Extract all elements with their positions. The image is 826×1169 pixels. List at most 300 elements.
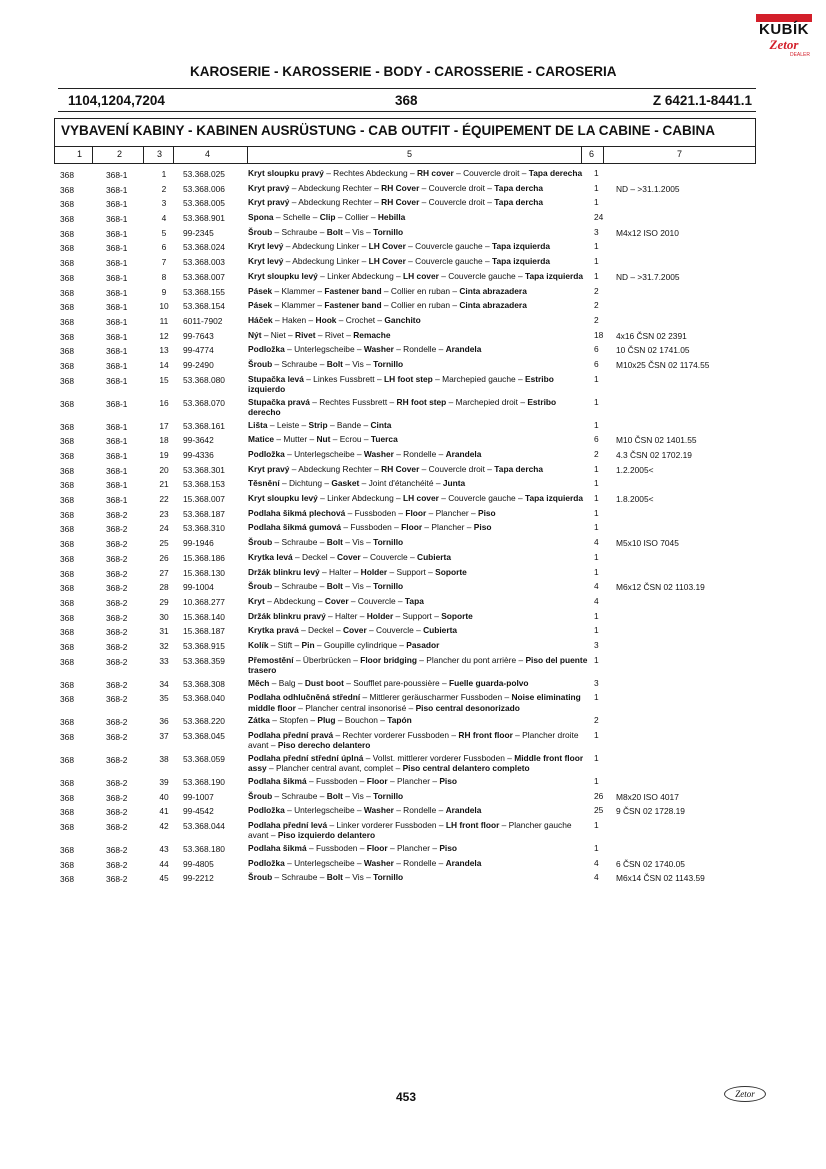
desc-french: – Couvercle droit –: [419, 197, 495, 208]
subgroup-cell: 368-1: [106, 495, 128, 506]
part-number-cell: 99-1004: [183, 582, 214, 593]
table-row: [0, 195, 826, 210]
desc-spanish: Tapa dercha: [494, 463, 544, 474]
subgroup-cell: 368-1: [106, 184, 128, 195]
desc-german: – Halter –: [325, 610, 367, 621]
desc-french: – Support –: [387, 566, 436, 577]
desc-english: Floor: [366, 776, 388, 786]
group-cell: 368: [60, 480, 74, 491]
subgroup-cell: 368-1: [106, 375, 128, 386]
subgroup-cell: 368-2: [106, 656, 128, 667]
desc-german: – Halter –: [319, 566, 361, 577]
position-cell: 9: [161, 286, 167, 297]
desc-czech: Zátka: [248, 715, 270, 726]
desc-german: – Rechtes Fussbrett –: [309, 396, 397, 407]
position-cell: 22: [159, 494, 169, 505]
quantity-cell: 1: [594, 197, 599, 208]
quantity-cell: 4: [594, 581, 599, 592]
description-cell: [248, 181, 590, 193]
desc-czech: Kryt sloupku levý: [248, 270, 318, 281]
desc-english: Washer: [363, 344, 394, 355]
desc-german: – Deckel –: [298, 625, 343, 636]
desc-czech: Těsnění: [248, 478, 280, 489]
part-number-cell: 53.368.915: [183, 640, 225, 651]
catalog-number: Z 6421.1-8441.1: [652, 93, 752, 108]
desc-spanish: Cinta: [370, 419, 392, 430]
desc-german: – Überbrücken –: [293, 654, 361, 665]
description-cell: [248, 357, 590, 369]
description-cell: [248, 565, 590, 577]
desc-spanish: Hebilla: [377, 212, 406, 223]
description-cell: [248, 195, 590, 207]
desc-czech: Držák blinkru levý: [248, 566, 320, 577]
part-number-cell: 99-4774: [183, 345, 214, 356]
desc-spanish: Tapa izquierda: [491, 241, 550, 252]
desc-english: Plug: [317, 715, 336, 726]
position-cell: 26: [159, 552, 169, 563]
position-cell: 35: [159, 693, 169, 704]
description-cell: [248, 579, 590, 591]
table-row: [0, 818, 826, 841]
position-cell: 10: [159, 301, 169, 312]
position-cell: 36: [159, 716, 169, 727]
table-row: [0, 491, 826, 506]
description-cell: [248, 623, 590, 635]
table-row: [0, 239, 826, 254]
desc-german: – Balg –: [269, 677, 305, 688]
quantity-cell: 1: [594, 241, 599, 252]
table-row: [0, 342, 826, 357]
position-cell: 14: [159, 359, 169, 370]
desc-czech: Podložka: [248, 805, 285, 816]
description-cell: [248, 447, 590, 459]
desc-spanish: Cinta abrazadera: [459, 285, 527, 296]
description-cell: [248, 506, 590, 518]
desc-english: Clip: [319, 212, 336, 223]
desc-german: – Fussboden –: [341, 522, 402, 533]
quantity-cell: 2: [594, 300, 599, 311]
group-cell: 368: [60, 228, 74, 239]
page-number: 453: [396, 1090, 417, 1104]
subgroup-cell: 368-2: [106, 612, 128, 623]
desc-czech: Podlaha přední střední úplná: [248, 753, 364, 763]
desc-english: Bolt: [326, 872, 343, 883]
desc-german: – Schraube –: [272, 790, 327, 801]
position-cell: 28: [159, 582, 169, 593]
quantity-cell: 6: [594, 344, 599, 355]
desc-german: – Schelle –: [273, 212, 320, 223]
desc-english: Floor: [401, 522, 423, 533]
quantity-cell: 1: [594, 419, 599, 430]
part-number-cell: 99-4805: [183, 858, 214, 869]
table-row: [0, 803, 826, 818]
desc-german: – Linker Abdeckung –: [317, 493, 404, 504]
position-cell: 43: [159, 844, 169, 855]
desc-english: Fastener band: [324, 300, 382, 311]
table-row: [0, 462, 826, 477]
desc-french: – Crochet –: [336, 314, 385, 325]
desc-english: Holder: [366, 610, 394, 621]
models-label: 1104,1204,7204: [68, 93, 165, 108]
quantity-cell: 6: [594, 434, 599, 445]
desc-french: – Plancher –: [387, 776, 440, 786]
group-cell: 368: [60, 845, 74, 856]
desc-english: RH cover: [417, 168, 454, 178]
parts-table: [0, 166, 826, 885]
desc-german: – Linkes Fussbrett –: [303, 373, 384, 384]
desc-english: Cover: [342, 625, 367, 636]
description-cell: [248, 789, 590, 801]
description-cell: [248, 856, 590, 868]
subgroup-cell: 368-2: [106, 732, 128, 742]
desc-french: – Couvercle –: [360, 551, 418, 562]
position-cell: 3: [161, 198, 167, 209]
table-row: [0, 357, 826, 372]
subgroup-cell: 368-1: [106, 170, 128, 180]
group-cell: 368: [60, 717, 74, 728]
desc-german: – Linker Abdeckung –: [317, 270, 404, 281]
note-cell: M8x20 ISO 4017: [616, 791, 679, 802]
desc-spanish: Piso: [439, 843, 458, 854]
desc-czech: Podlaha šikmá gumová: [248, 522, 342, 533]
desc-english: RH Cover: [381, 182, 420, 193]
logo-small: DEALER: [789, 52, 810, 58]
desc-french: – Plancher droite avant –: [248, 730, 579, 751]
description-cell: [248, 491, 590, 503]
quantity-cell: 1: [594, 182, 599, 193]
desc-english: Washer: [363, 805, 394, 816]
desc-spanish: Tornillo: [373, 581, 404, 592]
desc-french: – Rondelle –: [393, 805, 446, 816]
desc-spanish: Junta: [442, 478, 466, 489]
table-row: [0, 298, 826, 313]
part-number-cell: 53.368.024: [183, 242, 225, 253]
subgroup-cell: 368-1: [106, 302, 128, 313]
desc-french: – Couvercle gauche –: [438, 493, 526, 504]
desc-french: – Joint d'étanchéité –: [359, 478, 443, 489]
desc-german: – Deckel –: [292, 551, 337, 562]
column-header-row: [54, 146, 756, 164]
group-cell: 368: [60, 170, 74, 180]
position-cell: 34: [159, 678, 169, 689]
col-header-6: 6: [589, 149, 595, 159]
desc-english: Bolt: [326, 226, 343, 237]
description-cell: [248, 476, 590, 488]
table-row: [0, 506, 826, 521]
note-cell: M6x14 ČSN 02 1143.59: [616, 873, 705, 884]
position-cell: 30: [159, 611, 169, 622]
table-row: [0, 690, 826, 713]
subgroup-cell: 368-1: [106, 272, 128, 283]
desc-czech: Přemostění: [248, 654, 294, 665]
desc-spanish: Soporte: [441, 610, 473, 621]
group-cell: 368: [60, 524, 74, 535]
desc-czech: Kryt pravý: [248, 182, 290, 193]
part-number-cell: 99-4336: [183, 450, 214, 460]
table-row: [0, 395, 826, 418]
subgroup-cell: 368-2: [106, 583, 128, 594]
desc-czech: Kryt pravý: [248, 463, 290, 474]
note-cell: M10 ČSN 02 1401.55: [616, 435, 697, 446]
position-cell: 8: [161, 271, 167, 282]
part-number-cell: 99-2212: [183, 873, 214, 884]
part-number-cell: 15.368.130: [183, 567, 225, 578]
group-cell: 368: [60, 258, 74, 269]
desc-german: – Abdeckung –: [264, 595, 325, 606]
desc-french: – Bouchon –: [335, 715, 388, 726]
desc-spanish: Tapón: [387, 715, 412, 726]
position-cell: 1: [161, 169, 167, 179]
part-number-cell: 53.368.187: [183, 508, 225, 519]
desc-english: RH Cover: [381, 463, 420, 474]
description-cell: [248, 818, 590, 841]
position-cell: 42: [159, 821, 169, 832]
desc-english: Gasket: [331, 478, 360, 489]
table-row: [0, 728, 826, 751]
desc-spanish: Remache: [353, 329, 391, 340]
desc-spanish: Tapa derecha: [528, 168, 583, 178]
group-cell: 368: [60, 568, 74, 579]
desc-english: LH Cover: [368, 256, 406, 267]
desc-czech: Podlaha šikmá: [248, 776, 307, 786]
desc-english: Strip: [308, 419, 328, 430]
subgroup-cell: 368-1: [106, 287, 128, 298]
position-cell: 25: [159, 538, 169, 549]
desc-spanish: Piso del puente trasero: [248, 654, 588, 676]
quantity-cell: 1: [594, 625, 599, 636]
col-header-5: 5: [407, 149, 413, 159]
desc-czech: Kryt levý: [248, 256, 284, 267]
part-number-cell: 53.368.003: [183, 257, 225, 268]
subgroup-cell: 368-1: [106, 360, 128, 371]
desc-german: – Fussboden –: [306, 843, 367, 854]
desc-english: Dust boot: [304, 677, 344, 688]
quantity-cell: 2: [594, 285, 599, 296]
desc-english: Middle front floor assy: [248, 753, 584, 774]
quantity-cell: 1: [594, 566, 599, 577]
quantity-cell: 1: [594, 168, 599, 178]
desc-spanish: Tapa izquierda: [491, 256, 550, 267]
desc-french: – Rivet –: [315, 329, 354, 340]
desc-english: Floor: [366, 843, 388, 854]
table-row: [0, 284, 826, 299]
description-cell: [248, 462, 590, 474]
group-cell: 368: [60, 287, 74, 298]
subgroup-cell: 368-2: [106, 792, 128, 803]
quantity-cell: 1: [594, 478, 599, 489]
desc-english: Floor bridging: [360, 654, 417, 665]
desc-spanish: Arandela: [445, 449, 482, 459]
desc-french: – Goupille cylindrique –: [314, 639, 407, 650]
desc-spanish: Tuerca: [370, 434, 398, 445]
table-row: [0, 418, 826, 433]
desc-czech: Podlaha přední levá: [248, 820, 328, 831]
description-cell: [248, 239, 590, 251]
quantity-cell: 1: [594, 373, 599, 384]
part-number-cell: 53.368.310: [183, 523, 225, 534]
description-cell: [248, 418, 590, 430]
quantity-cell: 4: [594, 857, 599, 868]
desc-czech: Kolík: [248, 639, 269, 650]
table-row: [0, 181, 826, 196]
part-number-cell: 53.368.161: [183, 420, 225, 431]
desc-english: Holder: [360, 566, 388, 577]
desc-spanish: Arandela: [445, 857, 482, 868]
desc-french: – Plancher –: [422, 522, 474, 533]
desc-french: – Couvercle gauche –: [438, 270, 526, 281]
table-row: [0, 476, 826, 491]
desc-spanish: Estribo izquierdo: [248, 373, 554, 395]
logo-sub: Zetor: [769, 37, 799, 52]
note-cell: M10x25 ČSN 02 1174.55: [616, 359, 710, 370]
desc-czech: Podložka: [248, 449, 285, 459]
table-row: [0, 774, 826, 789]
subgroup-cell: 368-1: [106, 243, 128, 254]
note-cell: 6 ČSN 02 1740.05: [616, 858, 685, 869]
part-number-cell: 53.368.006: [183, 183, 225, 194]
desc-french: – Plancher central insonorisé –: [295, 702, 416, 713]
description-cell: [248, 870, 590, 882]
desc-english: LH Cover: [368, 241, 406, 252]
desc-spanish: Piso derecho delantero: [277, 740, 371, 751]
desc-french: – Collier en ruban –: [381, 300, 460, 311]
description-cell: [248, 269, 590, 281]
position-cell: 32: [159, 640, 169, 651]
section-title-box: [54, 118, 756, 147]
desc-spanish: Piso: [477, 507, 496, 518]
desc-spanish: Tornillo: [373, 872, 404, 883]
description-cell: [248, 284, 590, 296]
table-row: [0, 609, 826, 624]
subgroup-cell: 368-2: [106, 627, 128, 638]
desc-english: RH front floor: [458, 730, 513, 740]
position-cell: 24: [159, 523, 169, 534]
subgroup-cell: 368-1: [106, 436, 128, 447]
zetor-logo-mark: Zetor: [724, 1086, 766, 1102]
subgroup-cell: 368-1: [106, 316, 128, 327]
note-cell: ND – >31.7.2005: [616, 271, 680, 282]
subgroup-cell: 368-1: [106, 199, 128, 210]
desc-german: – Rechtes Abdeckung –: [323, 168, 417, 178]
group-cell: 368: [60, 859, 74, 870]
quantity-cell: 1: [594, 692, 599, 703]
position-cell: 5: [161, 227, 167, 238]
group-cell: 368: [60, 597, 74, 608]
desc-french: – Couvercle –: [348, 595, 405, 606]
group-cell: 368: [60, 539, 74, 550]
desc-french: – Vis –: [342, 226, 374, 237]
position-cell: 45: [159, 873, 169, 884]
desc-french: – Plancher –: [387, 843, 440, 854]
desc-czech: Šroub: [248, 872, 273, 883]
quantity-cell: 1: [594, 270, 599, 281]
desc-czech: Stupačka levá: [248, 373, 304, 384]
desc-french: – Collier en ruban –: [381, 285, 460, 296]
note-cell: 1.8.2005<: [616, 494, 654, 505]
position-cell: 20: [159, 464, 169, 475]
desc-czech: Šroub: [248, 226, 273, 237]
desc-czech: Podlaha šikmá: [248, 843, 307, 854]
desc-german: – Klammer –: [272, 285, 325, 296]
desc-french: – Ecrou –: [330, 434, 371, 445]
position-cell: 38: [159, 754, 169, 764]
description-cell: [248, 298, 590, 310]
desc-spanish: Tornillo: [373, 358, 404, 369]
part-number-cell: 10.368.277: [183, 596, 225, 607]
desc-english: LH foot step: [383, 373, 433, 384]
note-cell: M5x10 ISO 7045: [616, 538, 679, 549]
part-number-cell: 53.368.045: [183, 731, 225, 741]
group-cell: 368: [60, 451, 74, 461]
desc-german: – Unterlegscheibe –: [284, 857, 364, 868]
table-row: [0, 550, 826, 565]
group-cell: 368: [60, 732, 74, 742]
subgroup-cell: 368-2: [106, 778, 128, 788]
desc-english: Washer: [363, 449, 394, 459]
desc-spanish: Tapa: [404, 595, 424, 606]
table-row: [0, 565, 826, 580]
table-row: [0, 328, 826, 343]
part-number-cell: 53.368.040: [183, 693, 225, 704]
description-cell: [248, 254, 590, 266]
part-number-cell: 53.368.025: [183, 169, 225, 179]
description-cell: [248, 728, 590, 751]
desc-english: Floor: [405, 507, 427, 518]
position-cell: 29: [159, 596, 169, 607]
desc-german: – Schraube –: [272, 872, 327, 883]
part-number-cell: 99-7643: [183, 330, 214, 341]
position-cell: 17: [159, 420, 169, 431]
table-row: [0, 254, 826, 269]
description-cell: [248, 550, 590, 562]
position-cell: 33: [159, 655, 169, 666]
description-cell: [248, 432, 590, 444]
position-cell: 19: [159, 450, 169, 460]
part-number-cell: 15.368.187: [183, 626, 225, 637]
quantity-cell: 1: [594, 820, 599, 831]
desc-spanish: Estribo derecho: [248, 396, 557, 418]
desc-czech: Podložka: [248, 344, 285, 355]
table-row: [0, 638, 826, 653]
note-cell: 9 ČSN 02 1728.19: [616, 806, 685, 817]
quantity-cell: 6: [594, 358, 599, 369]
desc-french: – Rondelle –: [393, 449, 446, 459]
quantity-cell: 1: [594, 507, 599, 518]
part-number-cell: 15.368.140: [183, 611, 225, 622]
subgroup-cell: 368-2: [106, 679, 128, 690]
desc-spanish: Ganchito: [384, 314, 421, 325]
desc-spanish: Piso: [439, 776, 458, 786]
part-number-cell: 53.368.154: [183, 301, 225, 312]
desc-english: Cover: [336, 551, 361, 562]
description-cell: [248, 225, 590, 237]
table-row: [0, 447, 826, 462]
quantity-cell: 25: [594, 805, 604, 816]
desc-czech: Podložka: [248, 857, 285, 868]
subgroup-cell: 368-1: [106, 480, 128, 491]
position-cell: 16: [159, 397, 169, 408]
part-number-cell: 15.368.007: [183, 494, 225, 505]
position-cell: 15: [159, 374, 169, 385]
description-cell: [248, 638, 590, 650]
desc-czech: Kryt sloupku levý: [248, 493, 318, 504]
subgroup-cell: 368-2: [106, 568, 128, 579]
position-cell: 12: [159, 330, 169, 341]
note-cell: 4.3 ČSN 02 1702.19: [616, 450, 692, 460]
desc-german: – Schraube –: [272, 581, 327, 592]
position-cell: 4: [161, 213, 167, 224]
quantity-cell: 1: [594, 654, 599, 665]
